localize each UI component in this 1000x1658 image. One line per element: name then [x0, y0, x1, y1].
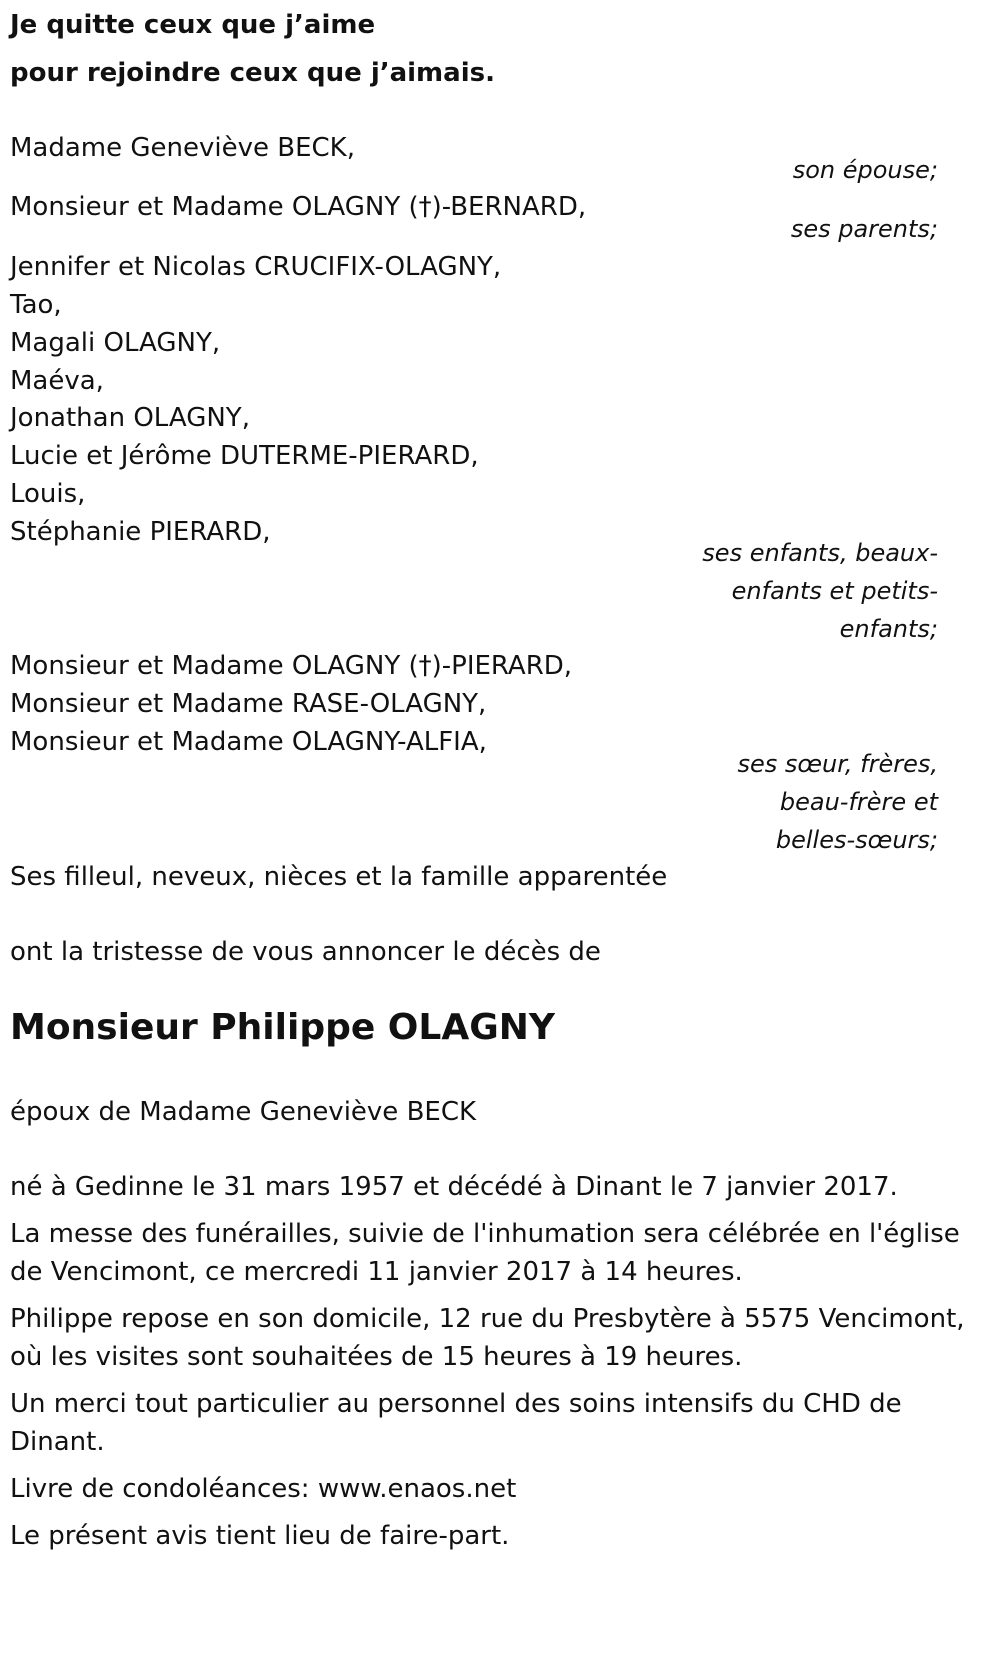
details-line: La messe des funérailles, suivie de l'inhumation sera célébrée en l'église: [10, 1219, 960, 1249]
details-line: Philippe repose en son domicile, 12 rue du Presbytère à 5575 Vencimont,: [10, 1304, 965, 1334]
child-line: Jonathan OLAGNY,: [10, 403, 250, 433]
details-line: où les visites sont souhaitées de 15 heures à 19 heures.: [10, 1342, 743, 1372]
child-line: Louis,: [10, 479, 86, 509]
parents-relation: ses parents;: [790, 215, 938, 243]
details-line: né à Gedinne le 31 mars 1957 et décédé à Dinant le 7 janvier 2017.: [10, 1172, 898, 1202]
siblings-relation: ses sœur, frères,: [737, 750, 938, 778]
sibling-line: Monsieur et Madame OLAGNY-ALFIA,: [10, 727, 487, 757]
parents-line: Monsieur et Madame OLAGNY (†)-BERNARD,: [10, 192, 587, 222]
children-relation: ses enfants, beaux-: [702, 539, 938, 567]
siblings-relation: belles-sœurs;: [775, 826, 938, 854]
announcement: ont la tristesse de vous annoncer le décès de: [10, 937, 601, 967]
others-line: Ses filleul, neveux, nièces et la famille apparentée: [10, 862, 668, 892]
condolences-line: Livre de condoléances: www.enaos.net: [10, 1474, 517, 1504]
intro-line-1: Je quitte ceux que j’aime: [10, 10, 376, 40]
child-line: Jennifer et Nicolas CRUCIFIX-OLAGNY,: [10, 252, 502, 282]
closing-line: Le présent avis tient lieu de faire-part.: [10, 1521, 510, 1551]
deceased-name: Monsieur Philippe OLAGNY: [10, 1007, 555, 1048]
sibling-line: Monsieur et Madame OLAGNY (†)-PIERARD,: [10, 651, 573, 681]
children-relation: enfants et petits-: [731, 577, 938, 605]
intro-line-2: pour rejoindre ceux que j’aimais.: [10, 58, 495, 88]
child-line: Maéva,: [10, 366, 104, 396]
details-line: Dinant.: [10, 1427, 105, 1457]
child-line: Magali OLAGNY,: [10, 328, 221, 358]
child-line: Lucie et Jérôme DUTERME-PIERARD,: [10, 441, 479, 471]
child-line: Tao,: [10, 290, 62, 320]
details-line: Un merci tout particulier au personnel des soins intensifs du CHD de: [10, 1389, 902, 1419]
sibling-line: Monsieur et Madame RASE-OLAGNY,: [10, 689, 487, 719]
spouse-line: Madame Geneviève BECK,: [10, 133, 355, 163]
spouse-relation: son épouse;: [792, 156, 938, 184]
children-relation: enfants;: [839, 615, 938, 643]
details-line: de Vencimont, ce mercredi 11 janvier 2017 à 14 heures.: [10, 1257, 743, 1287]
child-line: Stéphanie PIERARD,: [10, 517, 271, 547]
spouse-of-line: époux de Madame Geneviève BECK: [10, 1097, 477, 1127]
siblings-relation: beau-frère et: [779, 788, 938, 816]
